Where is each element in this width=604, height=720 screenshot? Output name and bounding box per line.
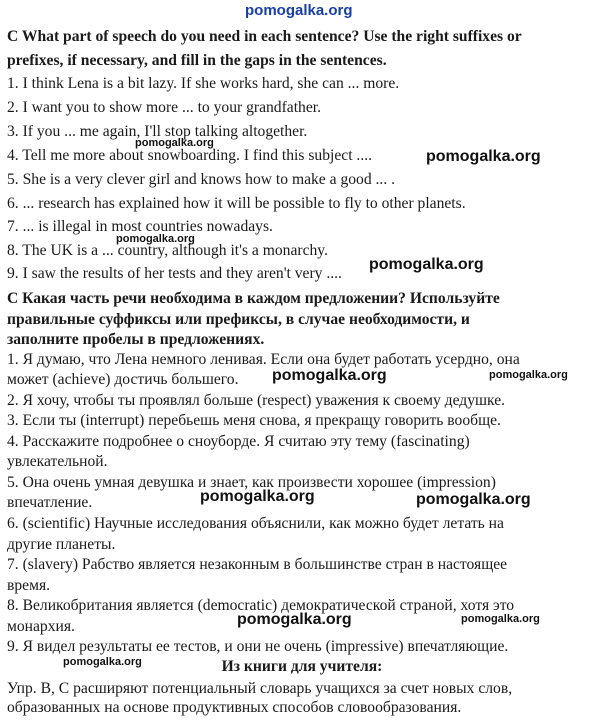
- watermark: pomogalka.org: [135, 137, 214, 149]
- answer-line-ru: монархия.: [7, 618, 75, 635]
- answer-line-ru: 8. Великобритания является (democratic) демократической страной, хотя это: [7, 597, 515, 614]
- answer-line-ru: 3. Если ты (interrupt) перебьешь меня снова, я прекращу говорить вообще.: [7, 412, 501, 429]
- watermark: pomogalka.org: [272, 367, 387, 384]
- answer-line-ru: время.: [7, 577, 51, 594]
- teacher-note-line: Упр. B, C расширяют потенциальный словарь учащихся за счет новых слов,: [7, 680, 513, 697]
- exercise-item-en: 5. She is a very clever girl and knows how to make a good ... .: [7, 171, 396, 188]
- exercise-item-en: 4. Tell me more about snowboarding. I find this subject ....: [7, 147, 373, 164]
- watermark: pomogalka.org: [369, 256, 484, 273]
- exercise-heading-ru-1: С Какая часть речи необходима в каждом предложении? Используйте: [7, 290, 500, 307]
- watermark: pomogalka.org: [416, 491, 531, 508]
- answer-line-ru: 7. (slavery) Рабство является незаконным в большинстве стран в настоящее: [7, 556, 508, 573]
- exercise-item-en: 3. If you ... me again, I'll stop talking altogether.: [7, 123, 308, 140]
- answer-line-ru: впечатление.: [7, 494, 93, 511]
- answer-line-ru: другие планеты.: [7, 536, 116, 553]
- answer-line-ru: 5. Она очень умная девушка и знает, как произвести хорошее (impression): [7, 474, 496, 491]
- answer-line-ru: 2. Я хочу, чтобы ты проявлял больше (respect) уважения к своему дедушке.: [7, 392, 506, 409]
- answer-line-ru: увлекательной.: [7, 453, 108, 470]
- watermark: pomogalka.org: [237, 611, 352, 628]
- answer-line-ru: может (achieve) достичь большего.: [7, 371, 239, 388]
- answer-line-ru: 4. Расскажите подробнее о сноуборде. Я считаю эту тему (fascinating): [7, 433, 470, 450]
- exercise-heading-ru-3: заполните пробелы в предложениях.: [7, 331, 265, 348]
- exercise-item-en: 9. I saw the results of her tests and they aren't very ....: [7, 265, 342, 282]
- exercise-item-en: 2. I want you to show more ... to your grandfather.: [7, 99, 321, 116]
- watermark: pomogalka.org: [116, 233, 195, 245]
- watermark: pomogalka.org: [200, 488, 315, 505]
- answer-line-ru: 9. Я видел результаты ее тестов, и они не очень (impressive) впечатляющие.: [7, 638, 509, 655]
- exercise-item-en: 8. The UK is a ... country, although it's a monarchy.: [7, 242, 328, 259]
- exercise-heading-en-1: C What part of speech do you need in each sentence? Use the right suffixes or: [7, 28, 522, 45]
- answer-line-ru: 6. (scientific) Научные исследования объяснили, как можно будет летать на: [7, 515, 504, 532]
- watermark-top: pomogalka.org: [245, 2, 353, 19]
- exercise-heading-en-2: prefixes, if necessary, and fill in the gaps in the sentences.: [7, 52, 387, 69]
- watermark: pomogalka.org: [461, 613, 540, 625]
- exercise-item-en: 1. I think Lena is a bit lazy. If she works hard, she can ... more.: [7, 75, 400, 92]
- exercise-heading-ru-2: правильные суффиксы или префиксы, в случае необходимости, и: [7, 311, 470, 328]
- exercise-item-en: 7. ... is illegal in most countries nowadays.: [7, 218, 273, 235]
- teacher-note-line: образованных на основе продуктивных способов словообразования.: [7, 699, 462, 716]
- watermark: pomogalka.org: [63, 656, 142, 668]
- exercise-item-en: 6. ... research has explained how it will be possible to fly to other planets.: [7, 195, 466, 212]
- watermark: pomogalka.org: [426, 148, 541, 165]
- teacher-heading: Из книги для учителя:: [221, 658, 383, 675]
- answer-line-ru: 1. Я думаю, что Лена немного ленивая. Если она будет работать усердно, она: [7, 351, 520, 368]
- watermark: pomogalka.org: [489, 369, 568, 381]
